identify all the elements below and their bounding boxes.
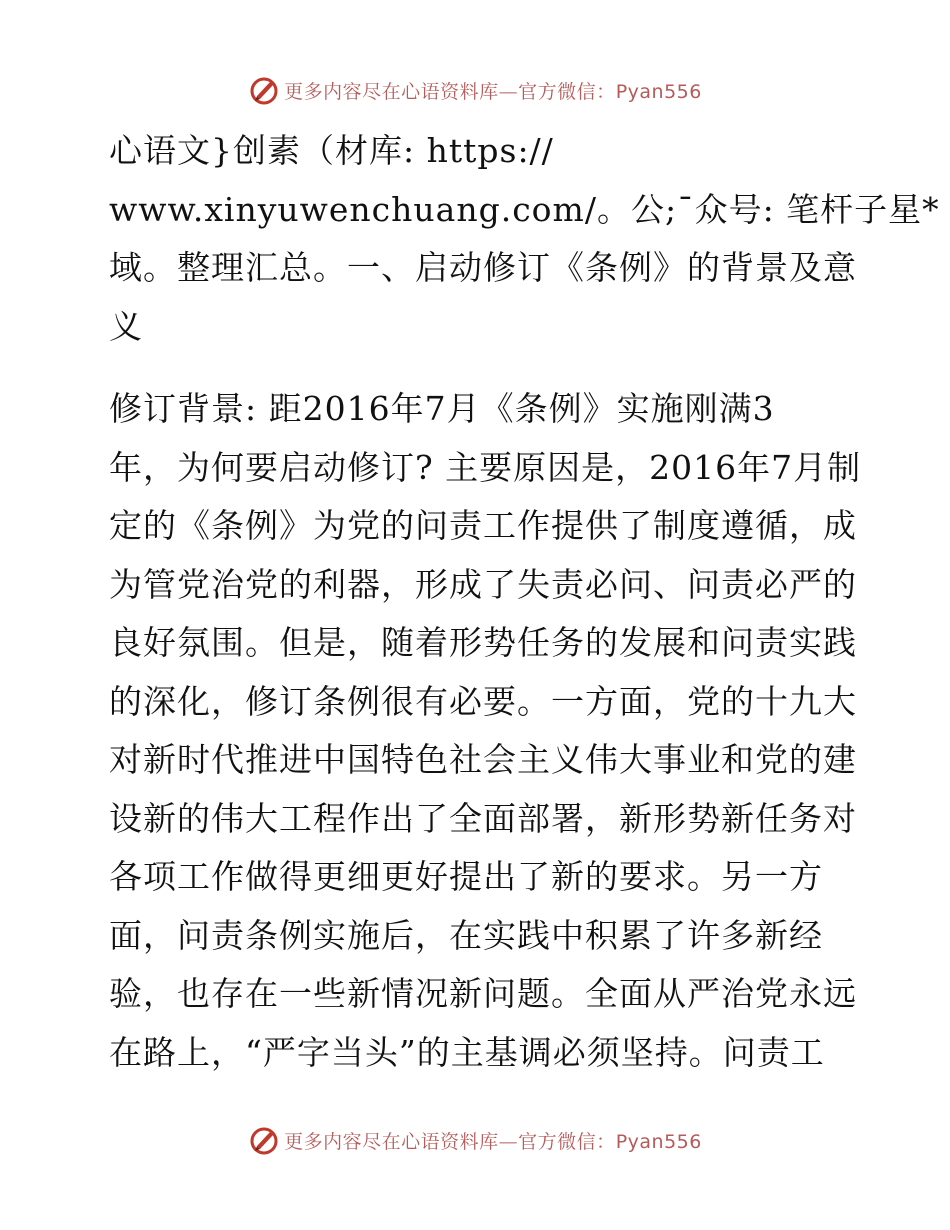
text-line: 为管党治党的利器，形成了失责必问、问责必严的: [109, 564, 857, 604]
header-banner-text: 更多内容尽在心语资料库—官方微信：Pyan556: [284, 80, 702, 103]
text-line: 域。整理汇总。一、启动修订《条例》的背景及意: [109, 248, 857, 287]
pen-logo-icon: [248, 74, 280, 106]
text-line: 修订背景: 距2016年7月《条例》实施刚满3: [109, 389, 775, 428]
text-line: 的深化，修订条例很有必要。一方面，党的十九大: [109, 681, 857, 721]
text-line: 定的《条例》为党的问责工作提供了制度遵循，成: [109, 506, 857, 545]
text-line: 在路上，“严字当头”的主基调必须坚持。问责工: [109, 1032, 825, 1072]
header-banner: [0, 70, 950, 110]
document-body: [97, 122, 940, 1082]
text-line: 面，问责条例实施后，在实践中积累了许多新经: [109, 915, 823, 955]
paragraph-intro: [97, 122, 940, 356]
text-line: 各项工作做得更细更好提出了新的要求。另一方: [109, 857, 823, 896]
text-line: 年，为何要启动修订? 主要原因是，2016年7月制: [109, 447, 862, 487]
text-line: 义: [109, 306, 143, 346]
pen-logo-icon: [248, 1124, 280, 1156]
text-line: 心语文}创素（材库: https://: [109, 131, 554, 170]
footer-banner: [0, 1120, 950, 1160]
text-line: 良好氛围。但是，随着形势任务的发展和问责实践: [109, 623, 857, 662]
text-line: 验，也存在一些新情况新问题。全面从严治党永远: [109, 974, 857, 1013]
footer-banner-text: 更多内容尽在心语资料库—官方微信：Pyan556: [284, 1130, 702, 1153]
paragraph-background: [97, 380, 862, 1082]
text-line: 对新时代推进中国特色社会主义伟大事业和党的建: [109, 740, 857, 779]
text-line: 设新的伟大工程作出了全面部署，新形势新任务对: [109, 798, 857, 838]
text-line: www.xinyuwenchuang.com/。公;¯众号: 笔杆子星*: [109, 189, 940, 229]
